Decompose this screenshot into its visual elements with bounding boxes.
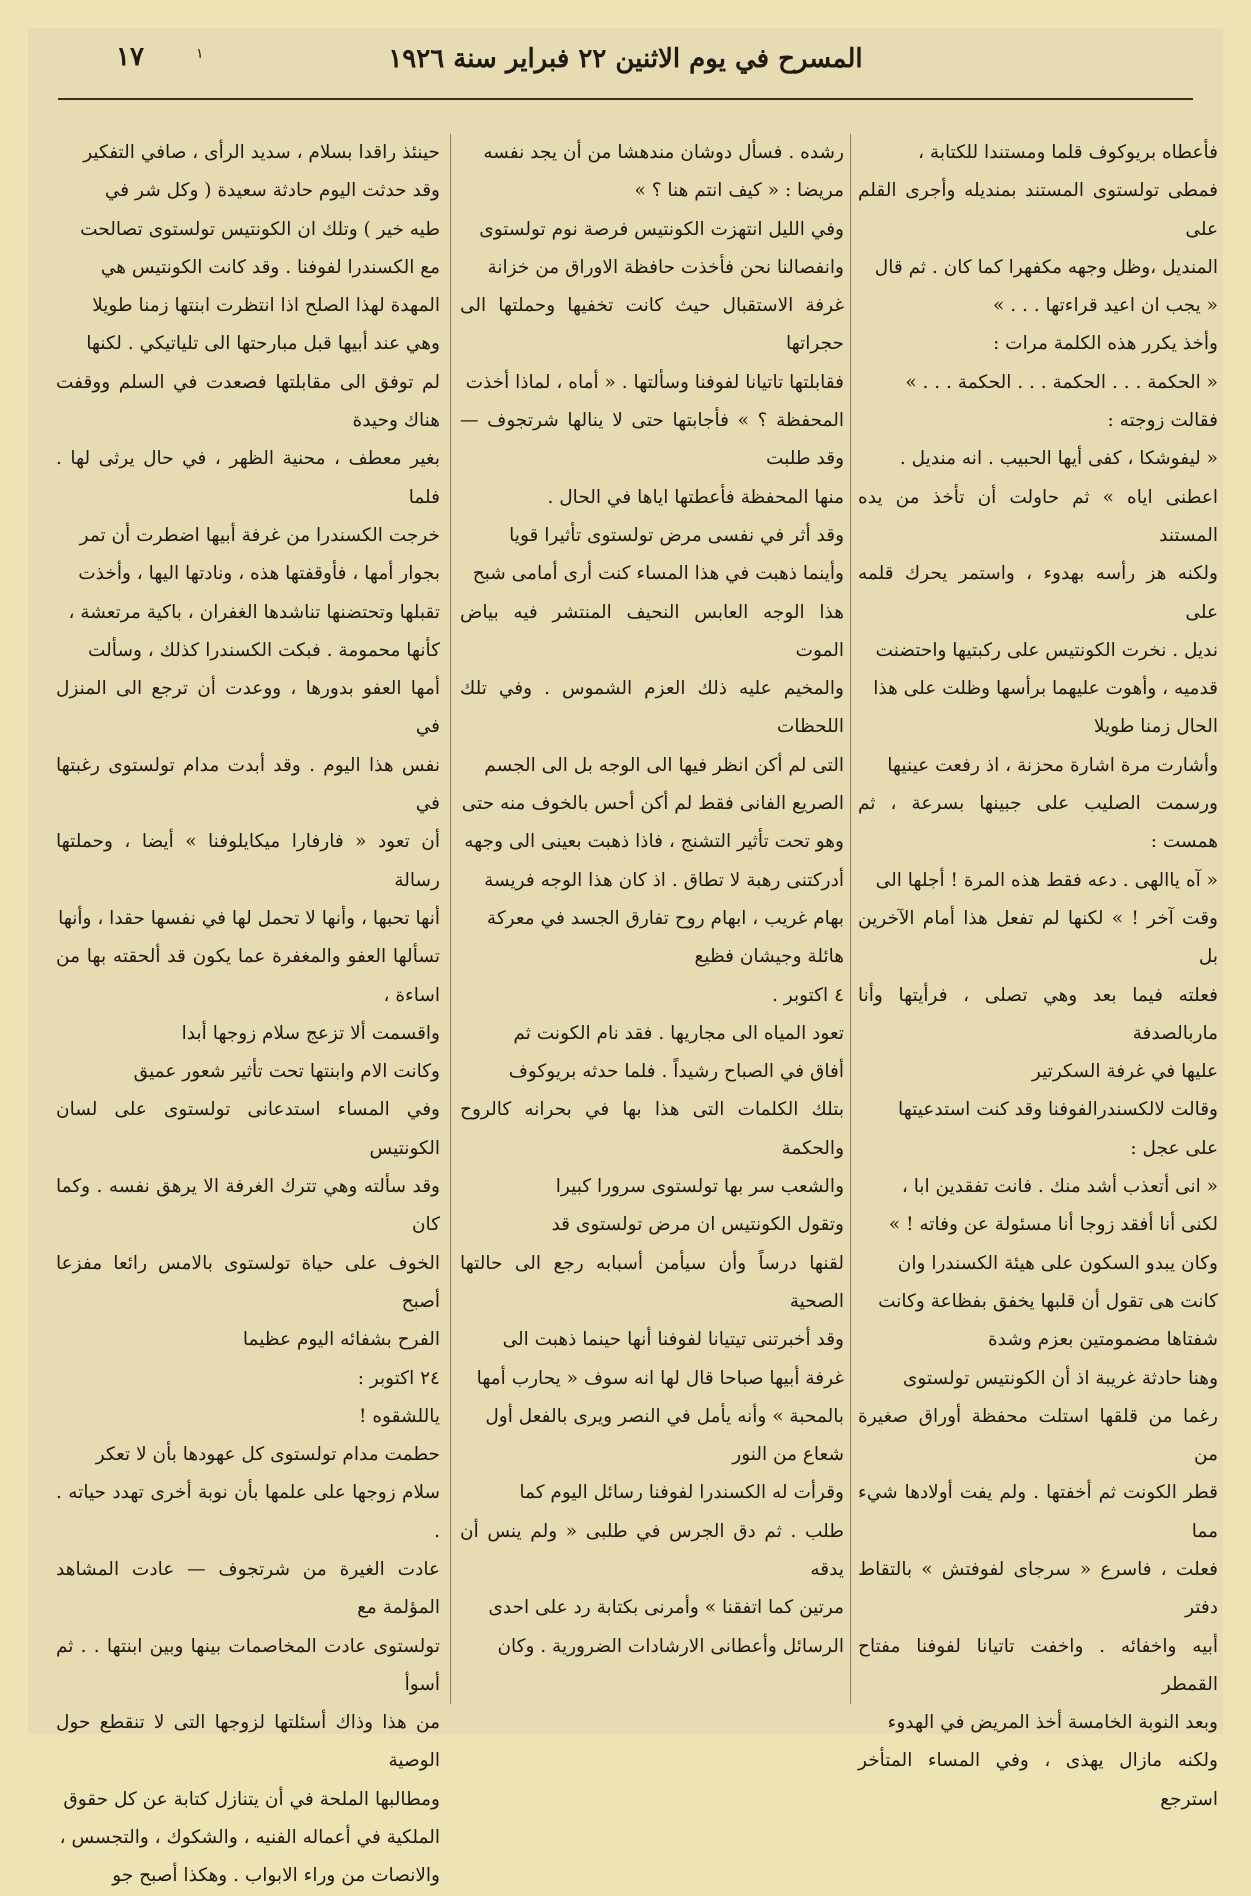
text-line: الخوف على حياة تولستوى بالامس رائعا مفزعا أصبح [56, 1252, 440, 1312]
text-line: ولكنه هز رأسه بهدوء ، واستمر يحرك قلمه على [858, 563, 1218, 623]
text-line: تعود المياه الى مجاريها . فقد نام الكونت ثم [513, 1022, 844, 1044]
text-line: ياللشقوه ! [359, 1405, 440, 1427]
text-line: أدركتنى رهبة لا تطاق . اذ كان هذا الوجه فريسة [484, 869, 844, 891]
text-line: الحال زمنا طويلا [1093, 716, 1218, 738]
column-divider [850, 134, 851, 1704]
text-line: المهدة لهذا الصلح اذا انتظرت ابنتها زمنا طويلا [92, 295, 440, 317]
text-line: مرتين كما اتفقنا » وأمرنى بكتابة رد على احدى [488, 1597, 844, 1619]
text-line: وانفصالنا نحن فأخذت حافظة الاوراق من خزانة [487, 256, 844, 278]
text-line: نفس هذا اليوم . وقد أبدت مدام تولستوى رغبتها في [56, 754, 440, 815]
text-line: تولستوى عادت المخاصمات بينها وبين ابنتها . . ثم أسوأ [56, 1635, 440, 1695]
text-line: منها المحفظة فأعطتها اياها في الحال . [547, 486, 844, 508]
text-line: تقبلها وتحتضنها تناشدها الغفران ، باكية مرتعشة ، [68, 601, 440, 623]
text-line: وقرأت له الكسندرا لفوفنا رسائل اليوم كما [519, 1482, 844, 1504]
text-line: « انى أتعذب أشد منك . فانت تفقدين ابا ، [901, 1176, 1218, 1198]
text-line: رغما من قلقها استلت محفظة أوراق صغيرة من [858, 1405, 1218, 1466]
text-line: أن تعود « فارفارا ميكايلوفنا » أيضا ، وحملتها رسالة [56, 831, 440, 891]
text-line: وقد أخبرتنى تيتيانا لفوفنا أنها حينما ذهبت الى [502, 1329, 844, 1351]
text-line: طلب . ثم دق الجرس في طلبى « ولم ينس أن يدقه [460, 1520, 844, 1580]
text-line: ٢٤ اكتوبر : [357, 1367, 440, 1389]
header-title: المسرح في يوم الاثنين ٢٢ فبراير سنة ١٩٢٦ [388, 44, 863, 74]
text-line: وهو تحت تأثير التشنج ، فاذا ذهبت بعينى الى وجهه [464, 831, 844, 853]
text-line: أبيه واخفائه . واخفت تاتيانا لفوفنا مفتاح القمطر [858, 1635, 1218, 1695]
text-line: قطر الكونت ثم أخفتها . ولم يفت أولادها شيء مما [858, 1482, 1218, 1542]
text-line: « يجب ان اعيد قراءتها . . . » [993, 295, 1218, 317]
text-line: كأنها محمومة . فبكت الكسندرا كذلك ، وسألت [88, 639, 440, 661]
text-line: ومطالبها الملحة في أن يتنازل كتابة عن كل حقوق [63, 1788, 440, 1810]
text-line: فعلته فيما بعد وهي تصلى ، فرأيتها وأنا ماربالصدفة [858, 984, 1218, 1044]
text-line: والانصات من وراء الابواب . وهكذا أصبح جو [112, 1865, 440, 1887]
text-line: المحفظة ؟ » فأجابتها حتى لا ينالها شرتجوف — وقد طلبت [460, 410, 844, 470]
text-line: كانت هى تقول أن قلبها يخفق بفظاعة وكانت [878, 1290, 1218, 1312]
text-line: التى لم أكن انظر فيها الى الوجه بل الى الجسم [484, 754, 844, 776]
text-line: وقد أثر في نفسى مرض تولستوى تأثيرا قويا [509, 524, 844, 546]
text-line: هذا الوجه العابس النحيف المنتشر فيه بياض الموت [460, 601, 844, 661]
text-line: أنها تحبها ، وأنها لا تحمل لها في نفسها حقدا ، وأنها [58, 907, 440, 929]
text-line: لقنها درساً وأن سيأمن أسبابه رجع الى حالتها الصحية [460, 1252, 844, 1312]
page-mark: ١ [196, 46, 204, 62]
text-line: واقسمت ألا تزعج سلام زوجها أبدا [181, 1022, 440, 1044]
text-line: وفي الليل انتهزت الكونتيس فرصة نوم تولستوى [479, 218, 844, 240]
text-line: غرفة أبيها صباحا قال لها انه سوف « يحارب أمها [476, 1367, 844, 1389]
text-line: نديل . نخرت الكونتيس على ركبتيها واحتضنت [875, 639, 1218, 661]
text-column-left [56, 134, 440, 1887]
text-line: بهام غريب ، ابهام روح تفارق الجسد في معركة [486, 907, 844, 929]
text-line: بغير معطف ، محنية الظهر ، في حال يرثى لها . فلما [56, 448, 440, 508]
text-line: على عجل : [1130, 1137, 1218, 1159]
text-line: الرسائل وأعطانى الارشادات الضرورية . وكان [497, 1635, 844, 1657]
text-line: لكنى أنا أفقد زوجا أنا مسئولة عن وفاته ! » [888, 1214, 1218, 1236]
text-line: وفي المساء استدعانى تولستوى على لسان الكونتيس [56, 1099, 440, 1159]
text-line: وقد حدثت اليوم حادثة سعيدة ( وكل شر في [104, 180, 440, 202]
text-line: أفاق في الصباح رشيداً . فلما حدثه بريوكوف [508, 1061, 844, 1083]
text-line: فأعطاه بريوكوف قلما ومستندا للكتابة ، [918, 142, 1218, 163]
text-line: وقد سألته وهي تترك الغرفة الا يرهق نفسه . وكما كان [56, 1176, 440, 1236]
text-line: هائلة وجيشان فظيع [694, 946, 844, 968]
text-line: فمطى تولستوى المستند بمنديله وأجرى القلم على [858, 180, 1218, 240]
text-line: وأشارت مرة اشارة محزنة ، اذ رفعت عينيها [887, 754, 1218, 776]
text-line: شعاع من النور [732, 1444, 844, 1466]
text-line: الصريع الفانى فقط لم أكن أحس بالخوف منه حتى [461, 793, 844, 815]
text-line: « ليفوشكا ، كفى أيها الحبيب . انه منديل . [899, 448, 1218, 470]
text-line: فقابلتها تاتيانا لفوفنا وسألتها . « أماه ، لماذا أخذت [465, 371, 844, 393]
text-column-right [858, 134, 1218, 1810]
text-line: سلام زوجها على علمها بأن نوبة أخرى تهدد حياته . . [56, 1482, 440, 1542]
text-line: ورسمت الصليب على جبينها بسرعة ، ثم همست : [858, 793, 1218, 853]
text-line: والمخيم عليه ذلك العزم الشموس . وفي تلك اللحظات [460, 678, 844, 738]
text-line: مريضا : « كيف انتم هنا ؟ » [634, 180, 844, 202]
header-rule [58, 98, 1193, 100]
text-line: اعطنى اياه » ثم حاولت أن تأخذ من يده المستند [858, 486, 1218, 546]
text-line: ولكنه مازال يهذى ، وفي المساء المتأخر استرجع [858, 1750, 1218, 1810]
text-line: ٤ اكتوبر . [771, 984, 844, 1006]
text-line: وهنا حادثة غريبة اذ أن الكونتيس تولستوى [902, 1367, 1218, 1389]
text-line: وكان يبدو السكون على هيئة الكسندرا وان [897, 1252, 1218, 1274]
text-line: وكانت الام وابنتها تحت تأثير شعور عميق [133, 1061, 440, 1083]
page-number: ١٧ [116, 42, 144, 72]
column-divider [450, 134, 451, 1704]
text-line: وأينما ذهبت في هذا المساء كنت أرى أمامى شبح [472, 563, 844, 585]
text-line: بالمحبة » وأنه يأمل في النصر ويرى بالفعل أول [485, 1405, 844, 1427]
newspaper-page [28, 28, 1223, 1887]
text-line: غرفة الاستقبال حيث كانت تخفيها وحملتها الى حجراتها [460, 295, 844, 355]
text-column-middle [460, 134, 844, 1714]
text-line: فقالت زوجته : [1107, 410, 1218, 432]
text-line: خرجت الكسندرا من غرفة أبيها اضطرت أن تمر [79, 524, 440, 546]
text-line: بجوار أمها ، فأوقفتها هذه ، ونادتها اليها ، وأخذت [78, 563, 440, 585]
text-line: مع الكسندرا لفوفنا . وقد كانت الكونتيس هي [100, 256, 440, 278]
text-line: المنديل ،وظل وجهه مكفهرا كما كان . ثم قال [874, 256, 1218, 278]
text-line: من هذا وذاك أسئلتها لزوجها التى لا تنقطع حول الوصية [56, 1712, 440, 1772]
text-line: تسألها العفو والمغفرة عما يكون قد ألحقته بها من اساءة ، [56, 946, 440, 1006]
text-line: « الحكمة . . . الحكمة . . . الحكمة . . . » [905, 371, 1218, 393]
text-line: وقالت لالكسندرالفوفنا وقد كنت استدعيتها [898, 1099, 1218, 1121]
text-line: والشعب سر بها تولستوى سرورا كبيرا [555, 1176, 844, 1198]
text-line: « آه ياالهى . دعه فقط هذه المرة ! أجلها الى [875, 869, 1218, 891]
text-line: بتلك الكلمات التى هذا بها في بحرانه كالروح والحكمة [460, 1099, 844, 1159]
text-line: لم توفق الى مقابلتها فصعدت في السلم ووقفت هناك وحيدة [56, 371, 440, 432]
text-line: عليها في غرفة السكرتير [1031, 1061, 1218, 1083]
text-line: وهي عند أبيها قبل مبارحتها الى تلياتيكي . لكنها [86, 333, 440, 355]
text-line: حينئذ راقدا بسلام ، سديد الرأى ، صافي التفكير [83, 142, 440, 163]
text-line: أمها العفو بدورها ، ووعدت أن ترجع الى المنزل في [56, 678, 440, 738]
text-line: الفرح بشفائه اليوم عظيما [242, 1329, 440, 1351]
text-line: طيه خير ) وتلك ان الكونتيس تولستوى تصالحت [80, 218, 440, 240]
text-line: عادت الغيرة من شرتجوف — عادت المشاهد المؤلمة مع [56, 1558, 440, 1619]
text-line: قدميه ، وأهوت عليهما برأسها وظلت على هذا [873, 678, 1218, 700]
text-line: وبعد النوبة الخامسة أخذ المريض في الهدوء [887, 1712, 1218, 1734]
text-line: وتقول الكونتيس ان مرض تولستوى قد [551, 1214, 844, 1236]
text-line: شفتاها مضمومتين بعزم وشدة [987, 1329, 1218, 1351]
text-line: وقت آخر ! » لكنها لم تفعل هذا أمام الآخرين بل [858, 907, 1218, 968]
text-line: وأخذ يكرر هذه الكلمة مرات : [993, 333, 1218, 355]
text-line: الملكية في أعماله الفنيه ، والشكوك ، والتجسس ، [59, 1827, 440, 1849]
page-header [28, 28, 1223, 108]
text-line: رشده . فسأل دوشان مندهشا من أن يجد نفسه [483, 142, 844, 163]
text-line: حطمت مدام تولستوى كل عهودها بأن لا تعكر [95, 1444, 440, 1466]
text-line: فعلت ، فاسرع « سرجاى لفوفتش » بالتقاط دفتر [858, 1558, 1218, 1619]
